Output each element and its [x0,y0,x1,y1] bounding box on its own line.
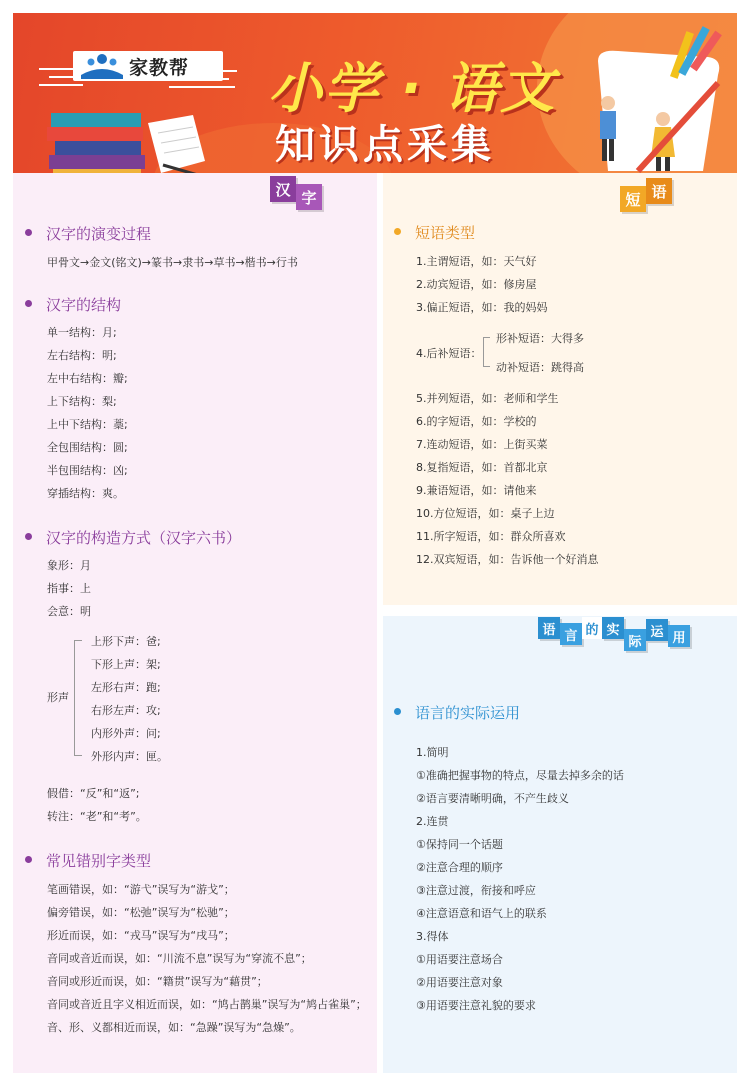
bullet-dot-icon [394,708,401,715]
list-item: 全包围结构：圆; [47,441,128,454]
evolution-text: 甲骨文→金文(铭文)→篆书→隶书→草书→楷书→行书 [47,256,298,269]
brace [74,640,82,756]
list-item: 单一结构：月; [47,326,117,339]
list-item: ③注意过渡，衔接和呼应 [416,884,536,897]
list-item: 形近而误，如：“戎马”误写为“戌马”； [47,929,235,942]
list-item: 5.并列短语，如：老师和学生 [416,392,559,405]
list-item: 假借：“反”和“返”; [47,787,140,800]
logo-text: 家教帮 [129,56,190,79]
list-item: 8.复指短语，如：首都北京 [416,461,548,474]
list-item: 外形内声：匣。 [91,750,168,763]
bullet-dot-icon [25,300,32,307]
list-item: 7.连动短语，如：上街买菜 [416,438,548,451]
brace [483,337,490,367]
bullet-dot-icon [25,533,32,540]
bullet-dot-icon [394,228,401,235]
section-title-six-methods: 汉字的构造方式（汉字六书） [25,527,241,548]
list-item: 偏旁错误，如：“松弛”误写为“松驰”； [47,906,235,919]
title-line2: 知识点采集 [275,122,495,168]
phrase-badge [620,178,672,212]
badge-char: 用 [668,625,690,647]
list-item: 象形：月 [47,559,91,572]
list-item: 右形左声：攻; [91,704,161,717]
section-title-structure: 汉字的结构 [25,294,121,315]
list-item: 11.所字短语，如：群众所喜欢 [416,530,566,543]
badge-char: 语 [538,617,560,639]
list-item: 2.连贯 [416,815,449,828]
list-item: ①用语要注意场合 [416,953,503,966]
bullet-dot-icon [25,856,32,863]
list-item: 2.动宾短语，如：修房屋 [416,278,537,291]
badge-char: 际 [624,629,646,651]
language-use-badge [538,617,690,651]
section-title-language-use: 语言的实际运用 [394,702,520,723]
section-title-phrases: 短语类型 [394,222,475,243]
section-title-evolution: 汉字的演变过程 [25,223,151,244]
books-illustration-icon [43,93,223,173]
list-item: ③用语要注意礼貌的要求 [416,999,536,1012]
list-item: 半包围结构：凶; [47,464,128,477]
bullet-dot-icon [25,229,32,236]
list-item: 音同或形近而误，如：“籍贯”误写为“藉贯”； [47,975,268,988]
list-item: 左形右声：跑; [91,681,161,694]
list-item: 3.偏正短语，如：我的妈妈 [416,301,548,314]
badge-char: 言 [560,623,582,645]
list-item: 左右结构：明; [47,349,117,362]
logo-people-icon [79,53,125,79]
list-item: 10.方位短语，如：桌子上边 [416,507,555,520]
xingsheng-label: 形声 [47,691,69,704]
list-item: 9.兼语短语，如：请他来 [416,484,537,497]
badge-char: 汉 [270,176,296,202]
header-banner [13,13,737,173]
list-item: 形补短语：大得多 [496,332,584,345]
badge-char: 运 [646,619,668,641]
list-item: 下形上声：架; [91,658,161,671]
list-item: ①准确把握事物的特点，尽量去掉多余的话 [416,769,624,782]
list-item: ②注意合理的顺序 [416,861,503,874]
badge-char: 实 [602,617,624,639]
badge-char: 的 [582,617,602,639]
list-item: 转注：“老”和“考”。 [47,810,147,823]
list-item: 6.的字短语，如：学校的 [416,415,537,428]
list-item: 音、形、义都相近而误，如：“急躁”误写为“急燥”。 [47,1021,301,1034]
list-item: ②用语要注意对象 [416,976,503,989]
list-item: ④注意语意和语气上的联系 [416,907,547,920]
list-item: 1.主谓短语，如：天气好 [416,255,537,268]
list-item: 上形下声：爸; [91,635,161,648]
badge-char: 语 [646,178,672,204]
list-item: 3.得体 [416,930,449,943]
list-item: 动补短语：跳得高 [496,361,584,374]
houbu-label: 4.后补短语： [416,347,482,360]
list-item: 音同或音近而误，如：“川流不息”误写为“穿流不息”； [47,952,312,965]
kids-illustration-icon [578,21,737,173]
list-item: 指事：上 [47,582,91,595]
list-item: 左中右结构：瓣; [47,372,128,385]
hanzi-badge [270,176,322,210]
list-item: 会意：明 [47,605,91,618]
list-item: ①保持同一个话题 [416,838,503,851]
list-item: 内形外声：问; [91,727,161,740]
list-item: ②语言要清晰明确，不产生歧义 [416,792,569,805]
list-item: 笔画错误，如：“游弋”误写为“游戈”； [47,883,235,896]
list-item: 穿插结构：爽。 [47,487,124,500]
list-item: 上中下结构：藁; [47,418,128,431]
title-line1: 小学 · 语文 [268,57,557,120]
list-item: 上下结构：梨; [47,395,117,408]
section-title-errors: 常见错别字类型 [25,850,151,871]
list-item: 音同或音近且字义相近而误，如：“鸠占鹊巢”误写为“鸠占雀巢”； [47,998,367,1011]
list-item: 1.简明 [416,746,449,759]
list-item: 12.双宾短语，如：告诉他一个好消息 [416,553,599,566]
badge-char: 短 [620,186,646,212]
badge-char: 字 [296,184,322,210]
logo [73,51,223,81]
